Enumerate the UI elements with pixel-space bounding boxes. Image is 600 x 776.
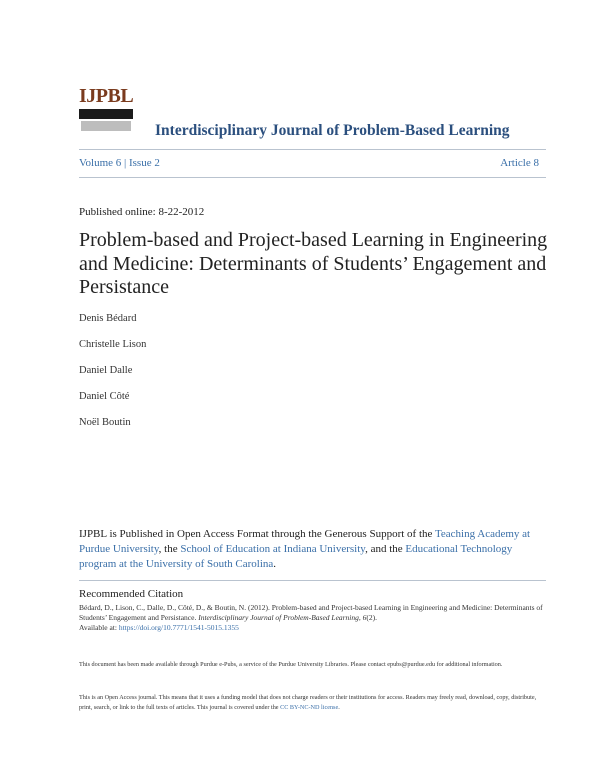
- author-name: Daniel Dalle: [79, 365, 133, 376]
- volume-issue-link[interactable]: Volume 6 | Issue 2: [79, 157, 160, 169]
- doi-link[interactable]: https://doi.org/10.7771/1541-5015.1355: [118, 623, 239, 632]
- author-name: Noël Boutin: [79, 417, 131, 428]
- open-access-end: .: [338, 704, 340, 711]
- author-name: Daniel Côté: [79, 391, 130, 402]
- header-rule-bottom: [79, 177, 546, 178]
- article-title: Problem-based and Project-based Learning in Engineering and Medicine: Determinants of Students’ Engagement and Persistance: [79, 229, 548, 298]
- article-number-link[interactable]: Article 8: [500, 157, 539, 169]
- citation-rule: [79, 580, 546, 581]
- support-text: , and the: [365, 543, 406, 555]
- license-link[interactable]: CC BY-NC-ND license: [280, 704, 339, 711]
- available-label: Available at:: [79, 623, 119, 632]
- teaching-academy-link[interactable]: Teaching Academy at Purdue University: [79, 528, 531, 555]
- support-text: IJPBL is Published in Open Access Format through the Generous Support of the: [79, 528, 435, 540]
- header-rule-top: [79, 149, 546, 150]
- author-name: Christelle Lison: [79, 339, 147, 350]
- logo-text: IJPBL: [79, 85, 134, 107]
- open-access-text: This is an Open Access journal. This means that it uses a funding model that does not charge readers or their institutions for access. Readers may freely read, download, copy, distribute, print, search, or link to the full texts of articles. This journal is covered under the: [79, 694, 537, 711]
- published-date: Published online: 8-22-2012: [79, 206, 205, 218]
- open-access-notice: [79, 693, 549, 713]
- author-name: Denis Bédard: [79, 313, 137, 324]
- support-text: , the: [158, 543, 181, 555]
- citation-heading: Recommended Citation: [79, 588, 184, 600]
- educational-technology-link[interactable]: Educational Technology program at the University of South Carolina: [79, 543, 513, 570]
- support-text: .: [273, 558, 277, 570]
- logo-bar-dark: [79, 109, 133, 119]
- journal-title[interactable]: Interdisciplinary Journal of Problem-Based Learning: [155, 122, 510, 139]
- citation-journal: Interdisciplinary Journal of Problem-Based Learning, 6: [198, 613, 367, 622]
- epubs-notice: This document has been made available through Purdue e-Pubs, a service of the Purdue University Libraries. Please contact epubs@purdue.edu for additional information.: [79, 661, 503, 668]
- citation-text: [79, 603, 549, 633]
- school-of-education-link[interactable]: School of Education at Indiana University: [180, 543, 366, 555]
- citation-body: Bédard, D., Lison, C., Dalle, D., Côté, D., & Boutin, N. (2012). Problem-based and Project-based Learning in Engineering and Medicine: Determinants of Students’ Engagement and Persistance.: [79, 603, 543, 622]
- support-statement: [79, 527, 549, 572]
- logo-bar-grey: [81, 121, 131, 131]
- journal-logo: [79, 84, 133, 136]
- citation-issue: (2).: [366, 613, 378, 622]
